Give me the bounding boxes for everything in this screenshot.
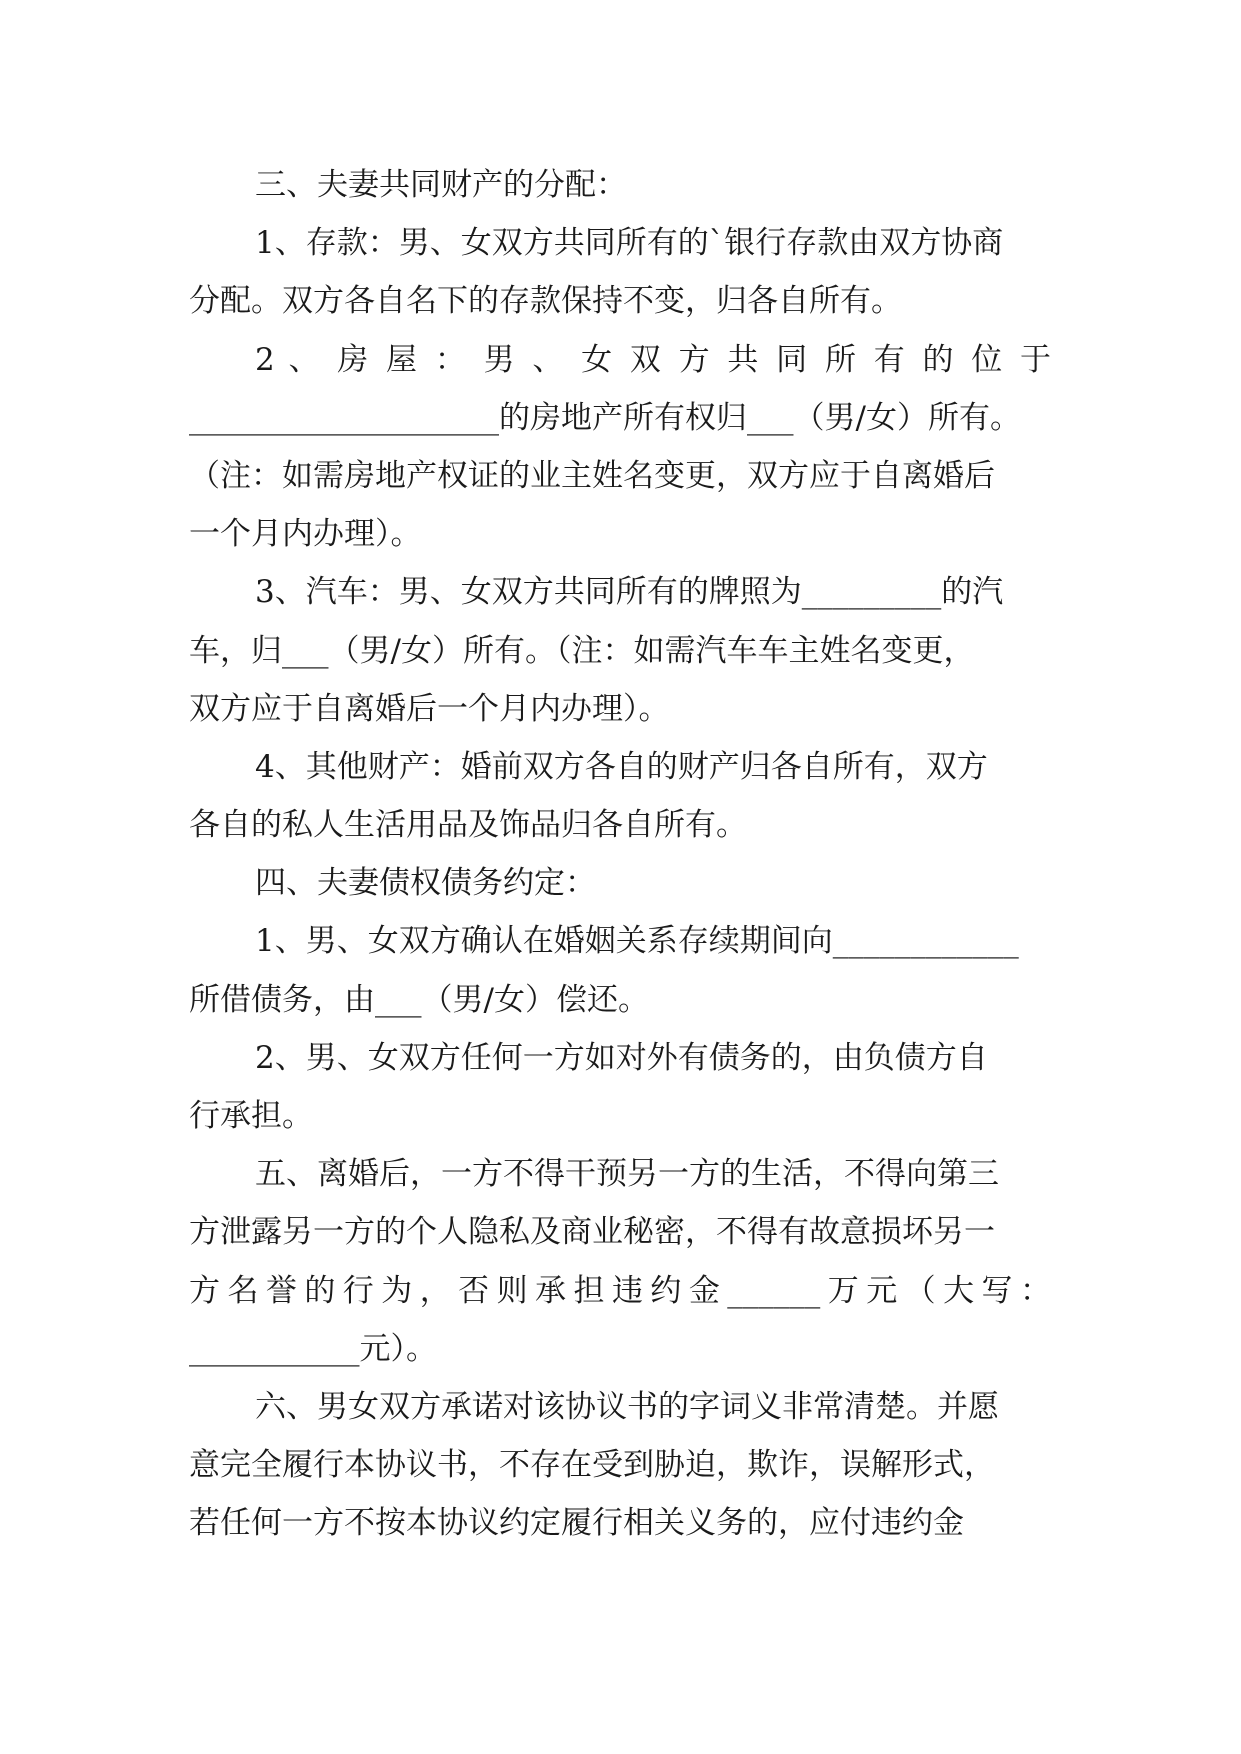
paragraph-line: 方名誉的行为，否则承担违约金______万元（大写：	[189, 1272, 1051, 1309]
paragraph-line: ___________元）。	[189, 1330, 437, 1367]
paragraph-line: 若任何一方不按本协议约定履行相关义务的，应付违约金	[189, 1505, 964, 1542]
paragraph-line: 所借债务，由___（男/女）偿还。	[189, 981, 649, 1018]
paragraph-line: 分配。双方各自名下的存款保持不变，归各自所有。	[189, 283, 902, 320]
paragraph-line: 各自的私人生活用品及饰品归各自所有。	[189, 807, 747, 844]
paragraph-line: 2、男、女双方任何一方如对外有债务的，由负债方自	[255, 1039, 988, 1076]
paragraph-line: 一个月内办理）。	[189, 516, 422, 553]
paragraph-line: （注：如需房地产权证的业主姓名变更，双方应于自离婚后	[189, 457, 995, 494]
paragraph-line: 方泄露另一方的个人隐私及商业秘密，不得有故意损坏另一	[189, 1214, 995, 1251]
paragraph-line: 双方应于自离婚后一个月内办理）。	[189, 690, 670, 727]
section-heading-debts: 四、夫妻债权债务约定：	[255, 865, 596, 902]
paragraph-line: 1、存款：男、女双方共同所有的`银行存款由双方协商	[255, 225, 1004, 262]
section-heading-property: 三、夫妻共同财产的分配：	[255, 167, 627, 203]
paragraph-line: 车，归___（男/女）所有。（注：如需汽车车主姓名变更，	[189, 632, 975, 669]
paragraph-line: 4、其他财产：婚前双方各自的财产归各自所有，双方	[255, 748, 988, 785]
paragraph-line: 2 、 房 屋 ： 男 、 女 双 方 共 同 所 有 的 位 于	[255, 341, 1051, 378]
paragraph-line: 1、男、女双方确认在婚姻关系存续期间向____________	[255, 923, 1019, 960]
document-body	[189, 156, 1051, 1553]
paragraph-line: ____________________的房地产所有权归___（男/女）所有。	[189, 399, 1021, 436]
paragraph-line: 意完全履行本协议书，不存在受到胁迫，欺诈，误解形式，	[189, 1447, 995, 1484]
paragraph-line: 3、汽车：男、女双方共同所有的牌照为_________的汽	[255, 574, 1004, 611]
paragraph-line: 五、离婚后，一方不得干预另一方的生活，不得向第三	[255, 1156, 999, 1193]
paragraph-line: 六、男女双方承诺对该协议书的字词义非常清楚。并愿	[255, 1388, 999, 1425]
paragraph-line: 行承担。	[189, 1098, 313, 1134]
